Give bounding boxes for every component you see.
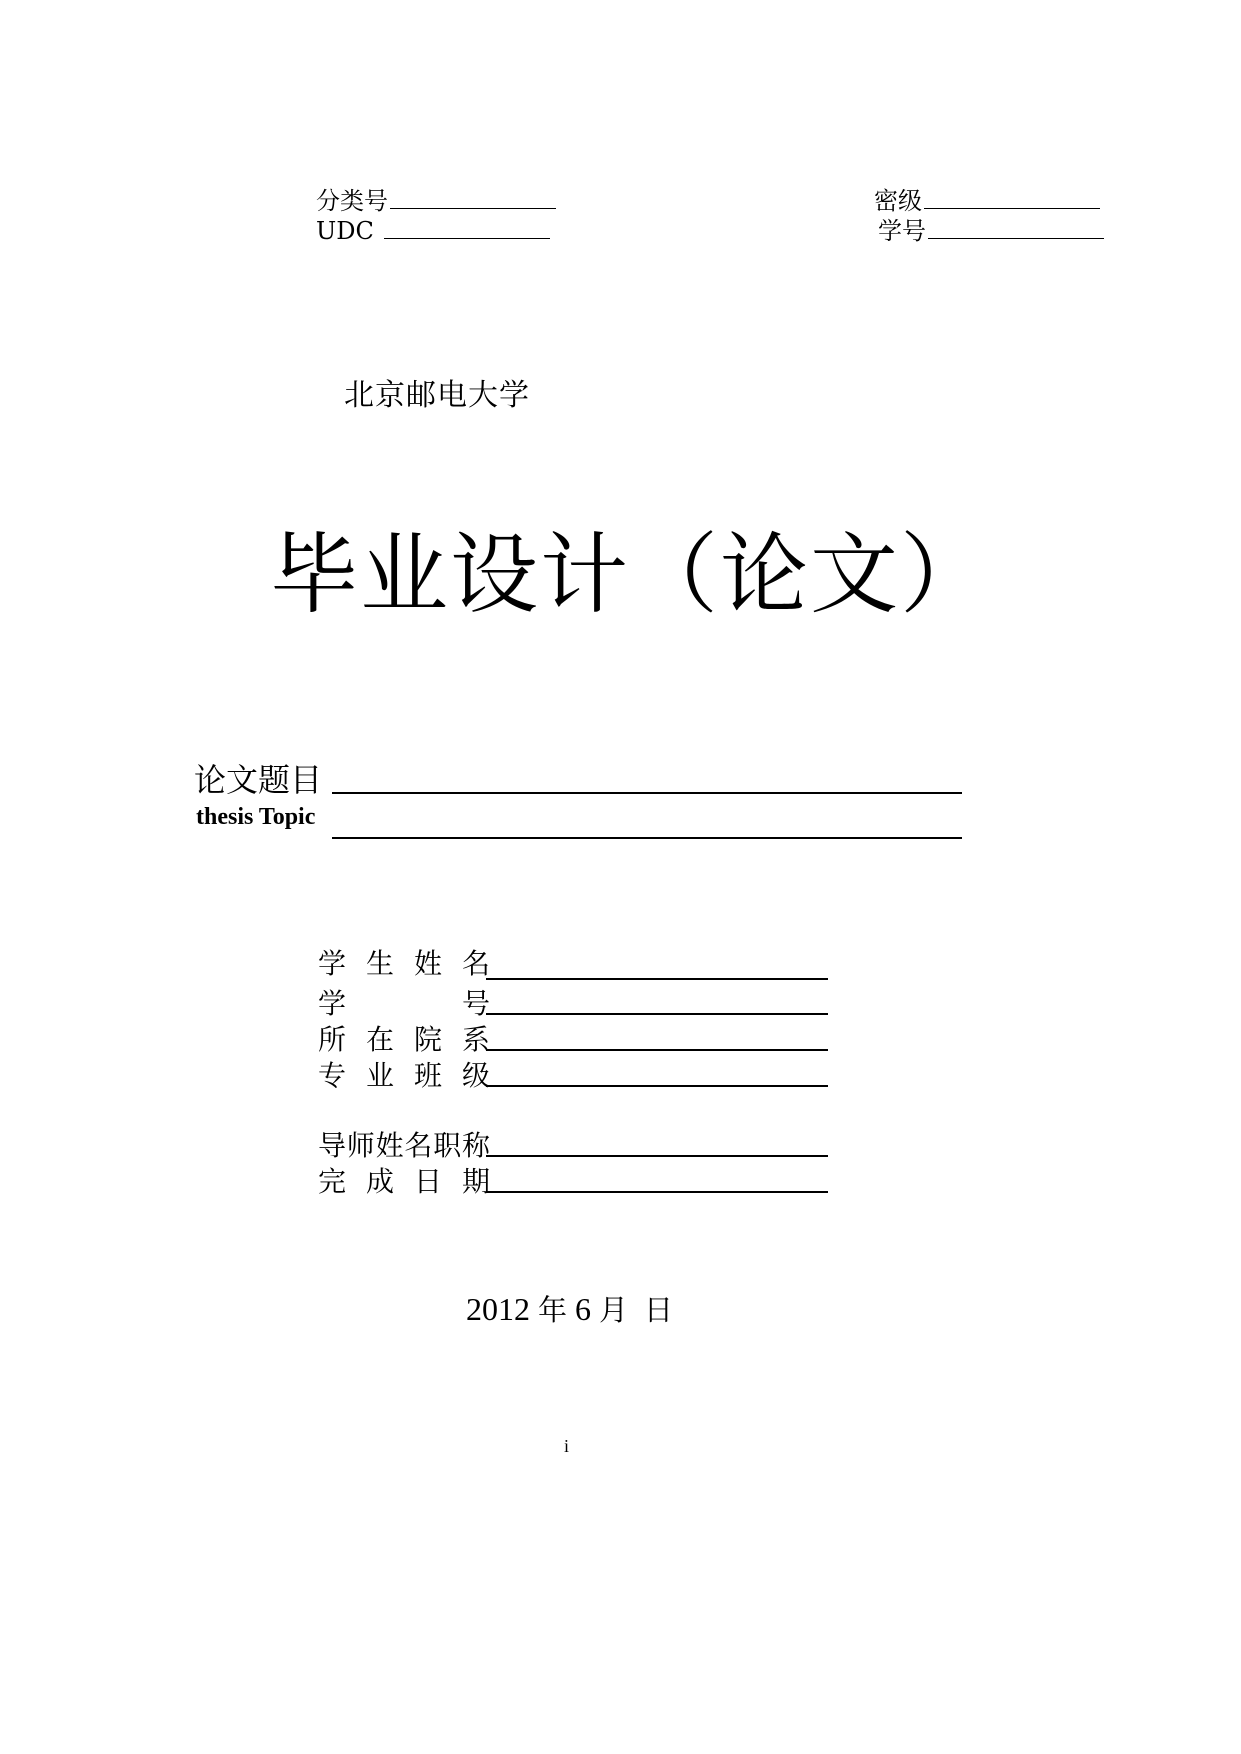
classification-blank[interactable] bbox=[390, 186, 556, 209]
topic-label-cn: 论文题目 bbox=[194, 761, 323, 799]
major-class-line[interactable] bbox=[486, 1085, 828, 1087]
student-name-line[interactable] bbox=[486, 978, 828, 980]
advisor-label: 导 师 姓 名 职 称 bbox=[318, 1129, 490, 1162]
student-id-header bbox=[878, 216, 1104, 246]
udc-blank[interactable] bbox=[384, 216, 550, 239]
date-month-unit: 月 bbox=[599, 1293, 629, 1327]
udc-label: UDC bbox=[316, 217, 374, 245]
date-year-unit: 年 bbox=[538, 1293, 568, 1327]
cover-date bbox=[466, 1288, 673, 1329]
student-name-label: 学 生 姓 名 bbox=[318, 947, 490, 980]
secret-label: 密级 bbox=[874, 187, 922, 215]
date-month: 6 bbox=[575, 1291, 592, 1327]
completion-date-label: 完 成 日 期 bbox=[318, 1165, 490, 1198]
student-id-blank[interactable] bbox=[928, 216, 1104, 239]
classification-label: 分类号 bbox=[316, 187, 388, 215]
department-line[interactable] bbox=[486, 1049, 828, 1051]
major-class-label: 专 业 班 级 bbox=[318, 1059, 490, 1092]
classification-number bbox=[316, 186, 556, 216]
udc-number bbox=[316, 216, 550, 246]
student-number-line[interactable] bbox=[486, 1013, 828, 1015]
department-label: 所 在 院 系 bbox=[318, 1023, 490, 1056]
date-day-unit: 日 bbox=[644, 1293, 674, 1327]
advisor-line[interactable] bbox=[486, 1155, 828, 1157]
student-number-label: 学 号 bbox=[318, 987, 490, 1020]
date-year: 2012 bbox=[466, 1291, 530, 1327]
secret-level bbox=[874, 186, 1100, 216]
secret-blank[interactable] bbox=[924, 186, 1100, 209]
main-title: 毕业设计（论文） bbox=[270, 523, 991, 626]
page-number: i bbox=[564, 1436, 570, 1456]
university-name: 北京邮电大学 bbox=[344, 378, 530, 413]
student-id-label: 学号 bbox=[878, 217, 926, 245]
topic-label-en: thesis Topic bbox=[196, 804, 316, 830]
completion-date-line[interactable] bbox=[486, 1191, 828, 1193]
topic-cn-line[interactable] bbox=[332, 792, 962, 794]
topic-en-line[interactable] bbox=[332, 837, 962, 839]
